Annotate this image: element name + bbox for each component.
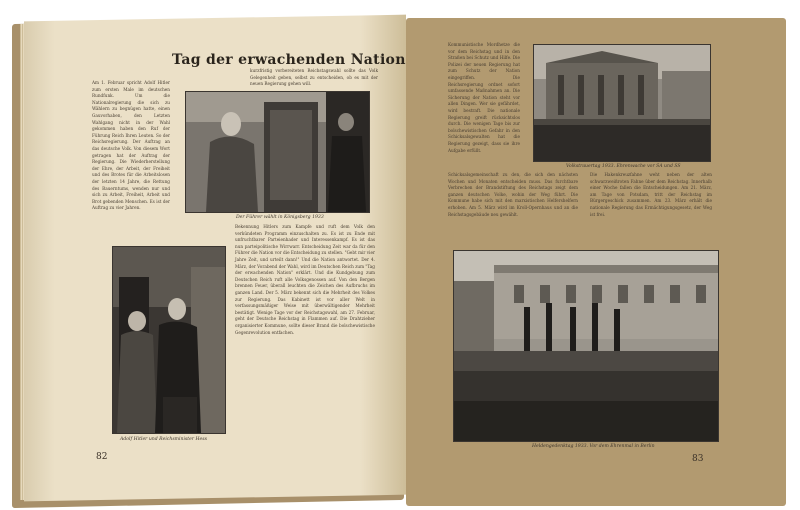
right-page-number: 83	[692, 454, 704, 464]
left-text-column-3: Bekennung Hitlers zum Kampfe und ruft dem Volk den verkündeten Programm einzuschalten zu. Es ist zu Ende mit unfruchtbarer Parteienhader und Interessenkampf. Es ist das nun parteipolitische Wirrwarr. Entscheidung Zeit war da für den Führer die Nation vor die Entscheidung zu stellen. "Gebt mir vier Jahre Zeit, und urteilt dann!" Und die Nation antwortet. Der 4. März, der Vorabend der Wahl, wird im Deutschen Reich zum "Tag der erwachenden Nation" erklärt. Und die Kundgebung zum Deutschen Reich ruft alle Volksgenossen auf. Von den Bergen brennen Feuer, überall leuchten die Zeichen des Aufbruchs im ganzen Land. Der 5. März bekennt sich die Mehrheit des Volkes zur Regierung. Das Kabinett ist vor aller Welt in verfassungsmäßiger Weise mit überwältigender Mehrheit bestätigt. Wenige Tage vor der Reichstagswahl, am 27. Februar, geht der Deutsche Reichstag in Flammen auf. Die Drahtzieher organisierter Kommune, sollte dieser Brand die bolschewistische Gegenrevolution entfachen.	[235, 224, 375, 335]
right-text-column-2: Schicksalsgemeinschaft zu den, die sich den nächsten Wochen und Monaten entscheiden muss. Das furchtbare Verbrechen der Brandstiftung des Reichstags zeigt dem ganzen deutschen Volke, wohin der Weg führt. Die Kommune habe sich mit den marxistischen Helfershelfern erhoben. Am 5. März wird im Kroll-Opernhaus und an die Reichstagsgebäude neu gewählt.	[448, 172, 578, 217]
photo-caption-ehrenwache: Volkstrauertag 1933. Ehrenwache vor SA und SS	[566, 164, 681, 169]
page-heading: Tag der erwachenden Nation	[172, 52, 406, 68]
photo-heldengedenktag	[453, 250, 719, 442]
right-text-column-1: Kommunistische Mordhetze die vor dem Reichstag und in den Straßen bei Schutz und Hilfe. Die Polizei der neuen Regierung hat zum Schutz der Nation eingegriffen. Die Reichsregierung ordnet sofort umfassende Maßnahmen an. Die Sicherung der Nation steht vor allen Dingen. Wer sie gefährdet, wird bestraft. Die nationale Regierung greift rücksichtslos durch. Die wenigen Tage bis zur bolschewistischen Gefahr in den Schicksalsgewalten hat die Regierung gezeigt, dass sie ihre Aufgabe erfüllt.	[448, 42, 520, 153]
photo-caption-heldengedenktag: Heldengedenktag 1933. Vor dem Ehrenmal in Berlin	[532, 444, 655, 449]
photo-caption-two-men: Adolf Hitler und Reichsminister Hess	[120, 437, 207, 442]
photo-two-men	[112, 246, 226, 434]
photo-caption-voting: Der Führer wählt in Königsberg 1933	[236, 215, 324, 220]
left-text-column-1: Am 1. Februar spricht Adolf Hitler zum ersten Male im deutschen Rundfunk. Um die Nationalregierung die sich zu Wählern zu begnügen hatte, einen Gauvorhaben, den Letzten Wahlgang nicht in der Wahl gekommen haben den Ruf der Führung Reich Ihren Leuten. So der Reichsregierung. Der Auftrag an das deutsche Volk. Von diesem Wort getragen hat der Auftrag der Regierung. Die Wiederherstellung der Ehre, der Arbeit, der Freiheit und des Brotes für die Arbeitslosen der letzten 14 Jahre, die Rettung des Bauerntums, wenden nur und sich zu Arbeit, Freiheit, Arbeit und Brot gebenden Menschen. Es ist der Auftrag zu vier Jahren.	[92, 80, 170, 211]
left-text-column-2: kurzfristig vorbereiteten Reichstagswahl sollte das Volk Gelegenheit geben, selbst zu entscheiden, ob es mit der neuen Regierung gehen will.	[250, 68, 378, 87]
photo-voting	[185, 91, 370, 213]
right-text-column-3: Die Hakenkreuzfahne weht neben der alten schwarzweißroten Fahne über dem Reichstag. Innerhalb einer Woche fallen die Entscheidungen. Am 21. März, am Tage von Potsdam, tritt der Reichstag im Bürgergeschick zusammen. Am 23. März erhält die nationale Regierung das Ermächtigungsgesetz, der Weg ist frei.	[590, 172, 712, 217]
photo-ehrenwache	[533, 44, 711, 162]
left-page-number: 82	[96, 452, 108, 462]
